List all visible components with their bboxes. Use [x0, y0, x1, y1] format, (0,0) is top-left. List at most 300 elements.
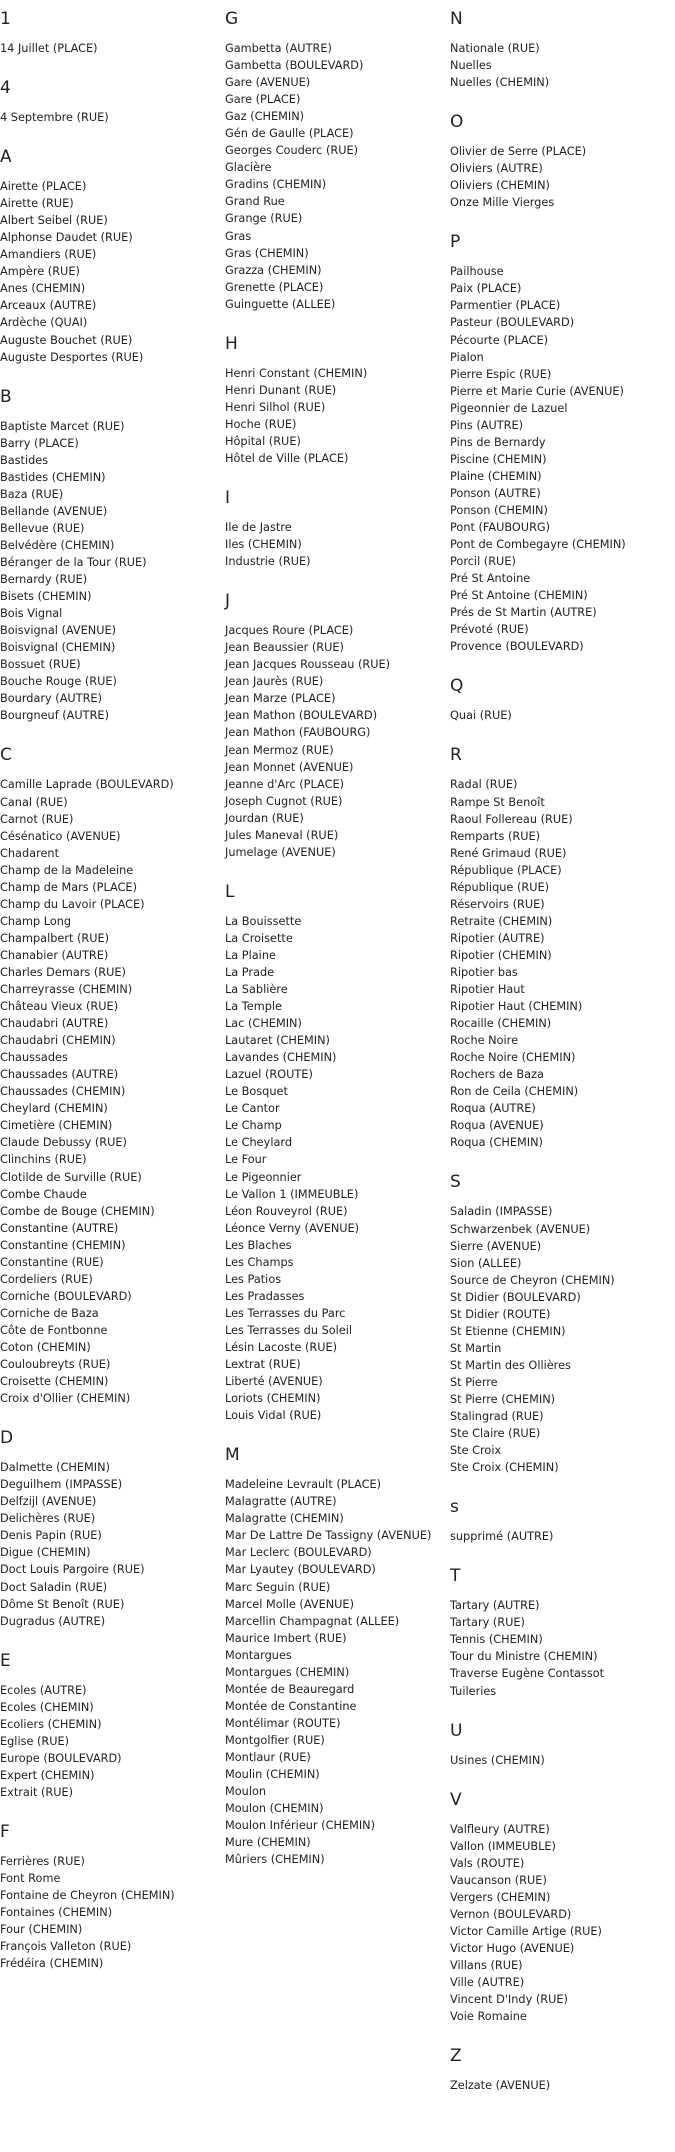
street-name: La Plaine	[225, 948, 276, 962]
street-name: Château Vieux (RUE)	[0, 1000, 119, 1014]
street-name: Montée de Beauregard	[225, 1682, 355, 1696]
street-name: Moulin (CHEMIN)	[225, 1768, 320, 1782]
street-name: Ripotier (AUTRE)	[450, 931, 545, 945]
street-name: Champ de la Madeleine	[0, 863, 134, 877]
street-name: Cheylard (CHEMIN)	[0, 1102, 108, 1116]
street-name: Barry (PLACE)	[0, 436, 79, 450]
street-name: Chaussades (AUTRE)	[0, 1068, 119, 1082]
street-name: Rocaille (CHEMIN)	[450, 1017, 552, 1031]
street-name: Zelzate (AVENUE)	[450, 2079, 551, 2093]
street-name: Industrie (RUE)	[225, 555, 311, 569]
street-name: Coton (CHEMIN)	[0, 1341, 91, 1354]
street-name: Chanabier (AUTRE)	[0, 948, 109, 962]
letter-group	[225, 487, 447, 570]
letter-heading: Q	[450, 676, 464, 697]
street-name: Ardèche (QUAI)	[0, 316, 88, 330]
street-name: Denis Papin (RUE)	[0, 1529, 102, 1543]
street-name: Villans (RUE)	[450, 1958, 523, 1972]
street-name: Roqua (CHEMIN)	[450, 1136, 543, 1150]
street-name: Moulon Inférieur (CHEMIN)	[225, 1819, 376, 1833]
street-name: Moulon (CHEMIN)	[225, 1802, 324, 1816]
street-name: Loriots (CHEMIN)	[225, 1392, 321, 1406]
street-name: Bossuet (RUE)	[0, 658, 81, 672]
street-name: Jules Maneval (RUE)	[225, 828, 339, 842]
street-name: Jean Jacques Rousseau (RUE)	[225, 658, 391, 672]
street-name: Champ Long	[0, 914, 72, 928]
street-name: Ste Croix	[450, 1444, 502, 1458]
street-name: Pécourte (PLACE)	[450, 333, 548, 347]
letter-heading: F	[0, 1821, 10, 1842]
street-name: Piscine (CHEMIN)	[450, 452, 547, 466]
street-name: Glacière	[225, 161, 272, 175]
letter-group	[0, 744, 222, 1407]
street-list	[0, 109, 222, 126]
street-name: Hôtel de Ville (PLACE)	[225, 451, 349, 465]
street-name: Remparts (RUE)	[450, 829, 541, 843]
letter-group	[450, 111, 672, 211]
street-list	[225, 913, 447, 1424]
street-list	[0, 418, 222, 725]
street-list	[225, 40, 447, 313]
street-name: Tuileries	[450, 1684, 497, 1698]
street-name: Vaucanson (RUE)	[450, 1873, 547, 1887]
street-name: Chaudabri (CHEMIN)	[0, 1034, 116, 1048]
street-name: Plaine (CHEMIN)	[450, 469, 542, 483]
street-name: Tour du Ministre (CHEMIN)	[450, 1650, 598, 1664]
street-name: Roqua (AVENUE)	[450, 1119, 544, 1133]
street-name: Cimetière (CHEMIN)	[0, 1119, 113, 1133]
street-name: Mar De Lattre De Tassigny (AVENUE)	[225, 1529, 432, 1543]
letter-group	[0, 1821, 222, 1972]
street-list	[450, 263, 672, 655]
street-name: Lazuel (ROUTE)	[225, 1068, 313, 1082]
street-name: Croisette (CHEMIN)	[0, 1375, 109, 1389]
street-name: Vallon (IMMEUBLE)	[450, 1839, 556, 1853]
street-name: Combe de Bouge (CHEMIN)	[0, 1204, 155, 1218]
street-name: Charreyrasse (CHEMIN)	[0, 983, 133, 997]
street-name: 4 Septembre (RUE)	[0, 111, 109, 125]
street-name: Réservoirs (RUE)	[450, 897, 545, 911]
letter-heading: I	[225, 488, 231, 509]
street-name: Iles (CHEMIN)	[225, 538, 302, 552]
street-list	[450, 40, 672, 91]
street-name: Bellande (AVENUE)	[0, 504, 108, 518]
street-name: Quai (RUE)	[450, 709, 512, 723]
street-name: Tennis (CHEMIN)	[450, 1633, 543, 1647]
street-name: Arceaux (AUTRE)	[0, 299, 97, 313]
street-name: République (PLACE)	[450, 863, 562, 877]
street-name: Vernon (BOULEVARD)	[450, 1907, 572, 1921]
street-name: Montlaur (RUE)	[225, 1750, 311, 1764]
street-name: Léon Rouveyrol (RUE)	[225, 1204, 348, 1218]
letter-group	[0, 146, 222, 366]
street-name: Ripotier Haut	[450, 983, 525, 997]
street-name: Jean Jaurès (RUE)	[225, 675, 324, 689]
street-name: Stalingrad (RUE)	[450, 1410, 544, 1424]
letter-heading: C	[0, 745, 12, 766]
street-name: Extrait (RUE)	[0, 1785, 74, 1799]
street-name: Source de Cheyron (CHEMIN)	[450, 1273, 615, 1287]
street-name: Moulon	[225, 1785, 267, 1799]
street-name: Amandiers (RUE)	[0, 248, 97, 262]
street-name: Ampère (RUE)	[0, 265, 80, 279]
street-name: Ripotier (CHEMIN)	[450, 948, 552, 962]
letter-heading: N	[450, 9, 463, 29]
street-name: Marcellin Champagnat (ALLEE)	[225, 1614, 400, 1628]
street-name: Lavandes (CHEMIN)	[225, 1051, 337, 1065]
street-name: Vals (ROUTE)	[450, 1856, 525, 1870]
street-name: Champ du Lavoir (PLACE)	[0, 897, 145, 911]
street-name: Oliviers (CHEMIN)	[450, 179, 550, 193]
street-name: Pont (FAUBOURG)	[450, 521, 551, 535]
street-name: Ecoles (AUTRE)	[0, 1683, 87, 1697]
street-name: Jeanne d'Arc (PLACE)	[225, 777, 345, 791]
street-name: Eglise (RUE)	[0, 1734, 70, 1748]
letter-heading: J	[225, 591, 231, 612]
street-name: Corniche (BOULEVARD)	[0, 1289, 132, 1303]
street-name: Victor Hugo (AVENUE)	[450, 1941, 575, 1955]
street-name: Carnot (RUE)	[0, 812, 74, 826]
letter-group	[225, 333, 447, 467]
street-name: Chaudabri (AUTRE)	[0, 1017, 109, 1031]
letter-heading: T	[450, 1566, 461, 1587]
street-name: Pasteur (BOULEVARD)	[450, 316, 575, 330]
letter-heading: M	[225, 1445, 240, 1466]
street-name: Chaussades (CHEMIN)	[0, 1085, 126, 1099]
street-list	[0, 1682, 222, 1801]
letter-group	[450, 1789, 672, 2026]
street-name: Lésin Lacoste (RUE)	[225, 1341, 338, 1354]
street-name: Malagratte (CHEMIN)	[225, 1512, 344, 1526]
street-name: Saladin (IMPASSE)	[450, 1205, 553, 1219]
letter-group	[0, 386, 222, 725]
street-name: Olivier de Serre (PLACE)	[450, 145, 587, 159]
street-list	[0, 1853, 222, 1972]
letter-heading: 4	[0, 78, 11, 99]
street-name: Gaz (CHEMIN)	[225, 110, 305, 124]
letter-group	[0, 1650, 222, 1801]
street-name: Ecoliers (CHEMIN)	[0, 1717, 102, 1731]
street-name: Côte de Fontbonne	[0, 1323, 108, 1337]
street-name: St Didier (BOULEVARD)	[450, 1290, 581, 1304]
street-name: Marcel Molle (AVENUE)	[225, 1597, 354, 1611]
letter-heading: s	[450, 1497, 459, 1518]
street-name: Montée de Constantine	[225, 1699, 357, 1713]
letter-heading: S	[450, 1172, 461, 1193]
letter-group	[0, 8, 222, 57]
street-name: Les Terrasses du Soleil	[225, 1323, 353, 1337]
street-name: supprimé (AUTRE)	[450, 1530, 554, 1544]
street-name: Alphonse Daudet (RUE)	[0, 231, 133, 245]
letter-group	[450, 1565, 672, 1699]
street-name: Expert (CHEMIN)	[0, 1768, 95, 1782]
street-name: Les Blaches	[225, 1238, 292, 1252]
letter-heading: D	[0, 1428, 14, 1449]
street-name: Pigeonnier de Lazuel	[450, 401, 568, 415]
street-name: Claude Debussy (RUE)	[0, 1136, 127, 1150]
street-list	[450, 1203, 672, 1476]
street-list	[0, 178, 222, 366]
street-list	[225, 365, 447, 467]
street-name: Oliviers (AUTRE)	[450, 162, 543, 176]
street-name: Canal (RUE)	[0, 795, 68, 809]
letter-heading: B	[0, 386, 12, 407]
letter-group	[225, 1444, 447, 1868]
street-name: Césénatico (AVENUE)	[0, 829, 121, 843]
street-name: Airette (PLACE)	[0, 180, 87, 194]
street-name: Bisets (CHEMIN)	[0, 590, 92, 604]
street-name: Gradins (CHEMIN)	[225, 178, 327, 192]
street-name: Roqua (AUTRE)	[450, 1102, 536, 1116]
street-name: Radal (RUE)	[450, 778, 518, 792]
street-name: Camille Laprade (BOULEVARD)	[0, 778, 174, 792]
street-name: Ponson (AUTRE)	[450, 486, 541, 500]
street-name: Deguilhem (IMPASSE)	[0, 1478, 123, 1492]
street-name: Ecoles (CHEMIN)	[0, 1700, 94, 1714]
street-name: Combe Chaude	[0, 1187, 87, 1201]
street-name: Pialon	[450, 350, 484, 364]
street-name: Louis Vidal (RUE)	[225, 1409, 322, 1423]
street-name: Digue (CHEMIN)	[0, 1546, 91, 1560]
street-name: Sion (ALLEE)	[450, 1256, 522, 1270]
street-name: Sierre (AVENUE)	[450, 1239, 542, 1253]
street-name: Ile de Jastre	[225, 521, 292, 535]
street-name: St Pierre (CHEMIN)	[450, 1393, 556, 1406]
street-name: La Croisette	[225, 931, 293, 945]
street-name: Constantine (CHEMIN)	[0, 1238, 126, 1252]
street-name: Jean Monnet (AVENUE)	[225, 760, 354, 774]
letter-heading: E	[0, 1650, 11, 1671]
street-list	[450, 1597, 672, 1699]
street-name: 14 Juillet (PLACE)	[0, 42, 98, 55]
street-name: Montargues (CHEMIN)	[225, 1665, 350, 1679]
letter-group	[450, 1496, 672, 1545]
street-name: Raoul Follereau (RUE)	[450, 812, 573, 826]
street-name: Prés de St Martin (AUTRE)	[450, 606, 597, 620]
street-name: St Martin des Ollières	[450, 1358, 571, 1372]
street-name: Montgolfier (RUE)	[225, 1733, 325, 1747]
street-name: St Etienne (CHEMIN)	[450, 1324, 566, 1338]
street-name: Champalbert (RUE)	[0, 931, 110, 945]
street-name: Frédéira (CHEMIN)	[0, 1957, 104, 1971]
street-name: Grand Rue	[225, 195, 285, 209]
street-name: Auguste Desportes (RUE)	[0, 350, 144, 364]
letter-group	[225, 590, 447, 861]
street-name: Pierre Espic (RUE)	[450, 367, 552, 381]
street-name: Clinchins (RUE)	[0, 1153, 87, 1167]
street-name: Chadarent	[0, 846, 59, 860]
street-name: Les Patios	[225, 1272, 282, 1286]
street-name: Bellevue (RUE)	[0, 521, 85, 535]
street-name: Europe (BOULEVARD)	[0, 1751, 122, 1765]
letter-group	[450, 1720, 672, 1769]
street-name: Le Pigeonnier	[225, 1170, 302, 1184]
street-name: Font Rome	[0, 1872, 61, 1886]
street-name: Hoche (RUE)	[225, 417, 297, 431]
street-name: Baza (RUE)	[0, 487, 64, 501]
street-name: Vincent D'Indy (RUE)	[450, 1993, 568, 2007]
street-name: La Bouissette	[225, 914, 302, 928]
street-name: Parmentier (PLACE)	[450, 299, 561, 313]
street-name: Vergers (CHEMIN)	[450, 1890, 551, 1904]
street-name: Le Cantor	[225, 1102, 280, 1116]
street-name: Pierre et Marie Curie (AVENUE)	[450, 384, 624, 398]
street-name: Couloubreyts (RUE)	[0, 1358, 111, 1372]
street-name: Ripotier Haut (CHEMIN)	[450, 1000, 583, 1014]
street-name: Henri Dunant (RUE)	[225, 383, 337, 397]
street-name: Four (CHEMIN)	[0, 1923, 83, 1937]
street-name: Le Vallon 1 (IMMEUBLE)	[225, 1187, 359, 1201]
street-name: Charles Demars (RUE)	[0, 965, 126, 979]
street-name: St Didier (ROUTE)	[450, 1307, 551, 1321]
letter-group	[450, 2045, 672, 2094]
letter-heading: A	[0, 147, 12, 168]
street-name: Les Terrasses du Parc	[225, 1306, 346, 1320]
street-name: Le Bosquet	[225, 1085, 288, 1099]
letter-heading: Z	[450, 2046, 462, 2067]
street-name: Traverse Eugène Contassot	[450, 1667, 605, 1681]
street-name: Retraite (CHEMIN)	[450, 914, 553, 928]
street-name: Tartary (RUE)	[450, 1616, 525, 1630]
street-name: La Temple	[225, 1000, 283, 1014]
street-name: Le Champ	[225, 1119, 282, 1133]
street-name: Delfzijl (AVENUE)	[0, 1495, 97, 1509]
street-name: Belvédère (CHEMIN)	[0, 538, 115, 552]
letter-group	[225, 881, 447, 1424]
street-name: Bourdary (AUTRE)	[0, 692, 102, 706]
street-name: Bastides (CHEMIN)	[0, 470, 106, 484]
street-name: Marc Seguin (RUE)	[225, 1580, 331, 1594]
street-name: René Grimaud (RUE)	[450, 846, 567, 860]
column-1	[0, 8, 222, 1992]
street-name: Liberté (AVENUE)	[225, 1375, 323, 1389]
street-name: Madeleine Levrault (PLACE)	[225, 1478, 382, 1492]
street-name: St Pierre	[450, 1375, 498, 1389]
street-name: Fontaines (CHEMIN)	[0, 1906, 113, 1920]
street-list	[225, 519, 447, 570]
street-name: Le Four	[225, 1153, 267, 1167]
street-name: Rochers de Baza	[450, 1068, 544, 1082]
letter-heading: R	[450, 745, 462, 766]
street-name: Ferrières (RUE)	[0, 1854, 85, 1868]
street-name: Provence (BOULEVARD)	[450, 640, 584, 654]
street-name: Doct Louis Pargoire (RUE)	[0, 1563, 145, 1577]
street-name: Pins (AUTRE)	[450, 418, 524, 432]
street-name: Cordeliers (RUE)	[0, 1272, 93, 1286]
street-name: Dalmette (CHEMIN)	[0, 1461, 110, 1475]
street-list	[225, 622, 447, 861]
street-name: Lextrat (RUE)	[225, 1358, 301, 1372]
street-name: Guinguette (ALLEE)	[225, 297, 336, 311]
letter-heading: O	[450, 112, 464, 133]
street-name: François Valleton (RUE)	[0, 1940, 132, 1954]
street-name: Croix d'Ollier (CHEMIN)	[0, 1392, 131, 1406]
street-name: Auguste Bouchet (RUE)	[0, 333, 133, 347]
street-name: Le Cheylard	[225, 1136, 292, 1150]
street-name: République (RUE)	[450, 880, 550, 894]
street-name: Tartary (AUTRE)	[450, 1599, 540, 1613]
street-name: Jumelage (AVENUE)	[225, 845, 336, 859]
street-name: Gare (AVENUE)	[225, 76, 311, 90]
column-2	[225, 8, 447, 1888]
street-name: Bernardy (RUE)	[0, 573, 88, 587]
street-name: Fontaine de Cheyron (CHEMIN)	[0, 1889, 175, 1903]
street-name: Jacques Roure (PLACE)	[225, 624, 354, 638]
street-name: Albert Seibel (RUE)	[0, 214, 108, 228]
street-name: La Sablière	[225, 983, 288, 997]
street-name: Les Champs	[225, 1255, 294, 1269]
street-list	[450, 776, 672, 1151]
street-name: Jean Mathon (FAUBOURG)	[225, 726, 371, 740]
column-3	[450, 8, 672, 2114]
street-name: Pré St Antoine (CHEMIN)	[450, 589, 588, 603]
street-name: Pailhouse	[450, 265, 504, 279]
letter-group	[450, 675, 672, 724]
street-list	[450, 2077, 672, 2094]
street-name: Mar Leclerc (BOULEVARD)	[225, 1546, 372, 1560]
street-name: Onze Mille Vierges	[450, 196, 555, 210]
letter-heading: H	[225, 333, 238, 354]
street-name: Dôme St Benoît (RUE)	[0, 1597, 125, 1611]
street-name: Dugradus (AUTRE)	[0, 1614, 106, 1628]
street-name: Porcil (RUE)	[450, 555, 516, 569]
street-name: Jean Mermoz (RUE)	[225, 743, 334, 757]
street-name: Grenette (PLACE)	[225, 280, 324, 294]
street-name: Schwarzenbek (AVENUE)	[450, 1222, 591, 1236]
street-name: Jean Beaussier (RUE)	[225, 641, 344, 655]
street-name: Gén de Gaulle (PLACE)	[225, 127, 354, 141]
street-name: Mure (CHEMIN)	[225, 1836, 311, 1850]
street-name: Lautaret (CHEMIN)	[225, 1034, 330, 1048]
street-name: Chaussades	[0, 1051, 68, 1065]
street-name: Henri Constant (CHEMIN)	[225, 366, 368, 380]
street-name: Hôpital (RUE)	[225, 434, 301, 448]
street-name: Gare (PLACE)	[225, 93, 301, 107]
street-name: Nuelles (CHEMIN)	[450, 76, 550, 90]
street-name: Boisvignal (CHEMIN)	[0, 641, 116, 655]
street-name: Gambetta (AUTRE)	[225, 42, 332, 55]
street-name: Ripotier bas	[450, 965, 518, 979]
street-name: Les Pradasses	[225, 1289, 305, 1303]
street-name: Gras (CHEMIN)	[225, 246, 309, 260]
street-name: Airette (RUE)	[0, 197, 74, 211]
street-name: Jean Marze (PLACE)	[225, 692, 336, 706]
street-list	[0, 776, 222, 1407]
street-name: Roche Noire	[450, 1034, 519, 1048]
letter-group	[225, 8, 447, 313]
street-name: Valfleury (AUTRE)	[450, 1822, 550, 1836]
street-name: Anes (CHEMIN)	[0, 282, 86, 296]
street-name: Lac (CHEMIN)	[225, 1017, 302, 1031]
street-name: Corniche de Baza	[0, 1306, 99, 1320]
street-name: Joseph Cugnot (RUE)	[225, 794, 343, 808]
letter-heading: 1	[0, 9, 11, 29]
street-name: Clotilde de Surville (RUE)	[0, 1170, 142, 1184]
street-list	[450, 1752, 672, 1769]
street-name: Paix (PLACE)	[450, 282, 522, 296]
letter-group	[450, 1171, 672, 1476]
letter-group	[450, 8, 672, 91]
street-list	[450, 1821, 672, 2026]
letter-group	[0, 1427, 222, 1629]
street-name: Gambetta (BOULEVARD)	[225, 59, 364, 73]
street-name: Pins de Bernardy	[450, 435, 546, 449]
street-name: Bourgneuf (AUTRE)	[0, 709, 109, 723]
street-name: Béranger de la Tour (RUE)	[0, 555, 147, 569]
street-name: Jourdan (RUE)	[225, 811, 304, 825]
street-name: Grange (RUE)	[225, 212, 303, 226]
street-name: Baptiste Marcet (RUE)	[0, 419, 125, 433]
